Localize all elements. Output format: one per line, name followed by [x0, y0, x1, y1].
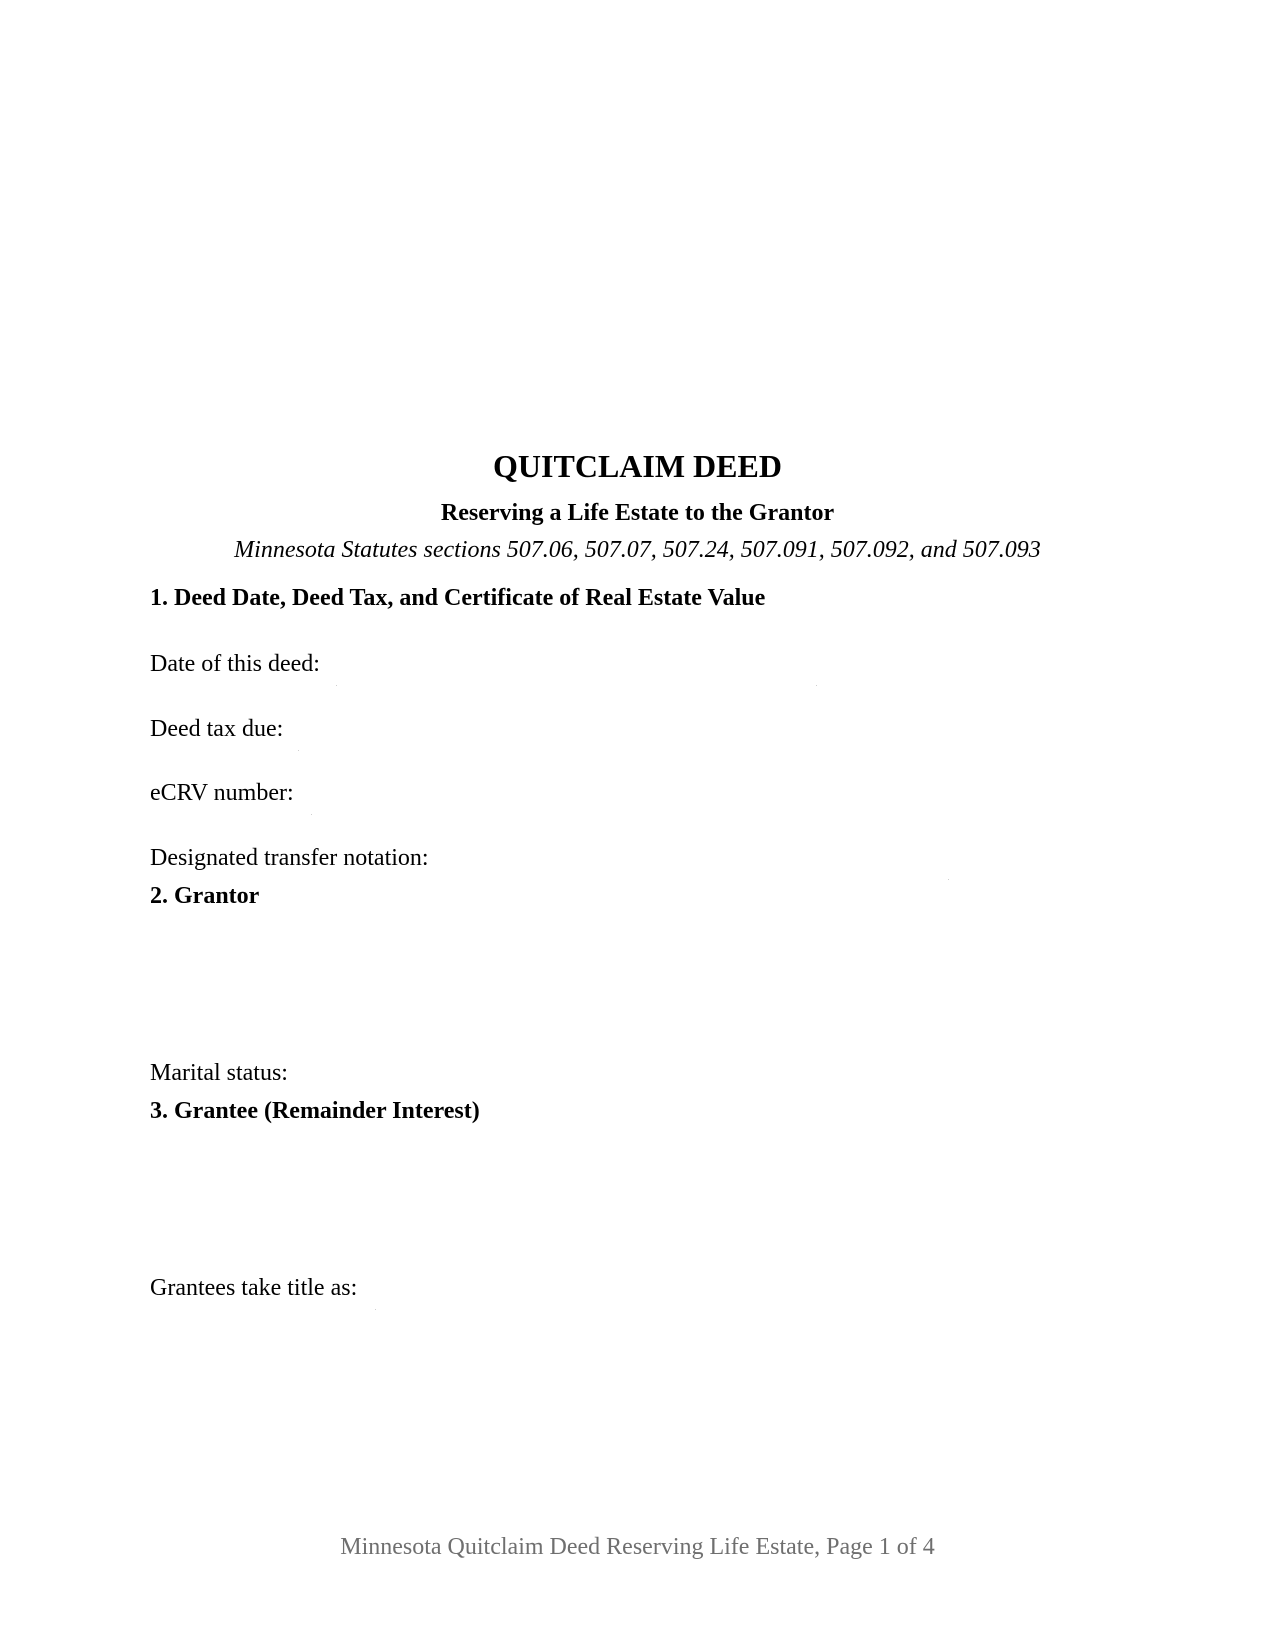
ecrv-number-label: eCRV number: [150, 780, 294, 806]
marital-status-label: Marital status: [150, 1060, 288, 1086]
ecrv-number-field[interactable] [311, 814, 312, 815]
transfer-notation-field[interactable] [948, 879, 949, 880]
deed-date-field[interactable] [336, 685, 337, 686]
document-subtitle: Reserving a Life Estate to the Grantor [440, 500, 835, 526]
page-footer: Minnesota Quitclaim Deed Reserving Life Estate, Page 1 of 4 [340, 1534, 935, 1560]
deed-tax-field[interactable] [298, 750, 299, 751]
transfer-notation-label: Designated transfer notation: [150, 845, 429, 871]
deed-date-field-end [816, 685, 817, 686]
grantees-title-field[interactable] [375, 1309, 376, 1310]
grantees-title-label: Grantees take title as: [150, 1275, 358, 1301]
document-title: QUITCLAIM DEED [493, 448, 782, 484]
statutes-citation: Minnesota Statutes sections 507.06, 507.07, 507.24, 507.091, 507.092, and 507.093 [234, 537, 1041, 563]
section-1-heading: 1. Deed Date, Deed Tax, and Certificate of Real Estate Value [150, 585, 766, 611]
section-2-heading: 2. Grantor [150, 883, 260, 909]
deed-date-label: Date of this deed: [150, 651, 320, 677]
section-3-heading: 3. Grantee (Remainder Interest) [150, 1098, 480, 1124]
deed-tax-label: Deed tax due: [150, 716, 284, 742]
